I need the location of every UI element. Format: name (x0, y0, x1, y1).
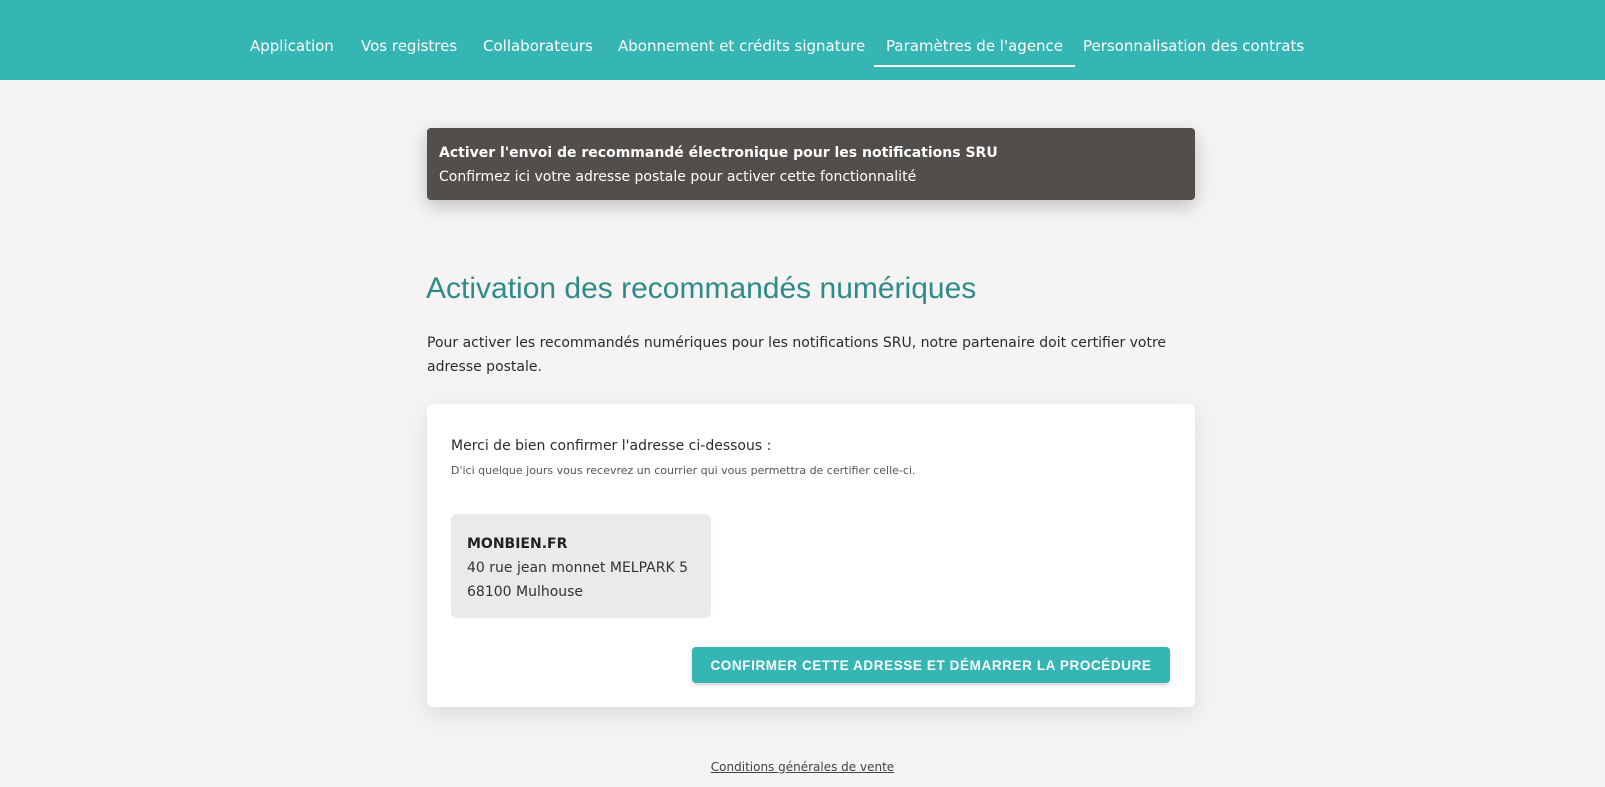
card-lead-text: Merci de bien confirmer l'adresse ci-dessous : (451, 438, 772, 454)
nav-item-vos-registres[interactable]: Vos registres (361, 37, 458, 55)
banner-title: Activer l'envoi de recommandé électronique pour les notifications SRU (439, 145, 998, 161)
cgv-link[interactable]: Conditions générales de vente (710, 760, 895, 774)
nav-item-application[interactable]: Application (250, 37, 334, 55)
intro-text: Pour activer les recommandés numériques pour les notifications SRU, notre partenaire doit certifier votre adresse postale. (427, 335, 1167, 375)
top-navigation-bar (0, 0, 1605, 80)
banner-subtitle: Confirmez ici votre adresse postale pour activer cette fonctionnalité (439, 169, 917, 185)
address-name: MONBIEN.FR (467, 536, 568, 552)
page-title: Activation des recommandés numériques (426, 272, 977, 305)
info-banner (427, 128, 1195, 200)
nav-item-personnalisation[interactable]: Personnalisation des contrats (1083, 37, 1305, 55)
address-box (451, 514, 711, 618)
nav-item-collaborateurs[interactable]: Collaborateurs (483, 37, 593, 55)
confirm-address-button[interactable]: CONFIRMER CETTE ADRESSE ET DÉMARRER LA PROCÉDURE (692, 647, 1170, 683)
nav-item-abonnement[interactable]: Abonnement et crédits signature (618, 37, 866, 55)
address-line-1: 40 rue jean monnet MELPARK 5 (467, 560, 688, 576)
address-line-2: 68100 Mulhouse (467, 584, 584, 600)
address-confirmation-card (427, 404, 1195, 707)
nav-item-parametres-agence[interactable]: Paramètres de l'agence (886, 37, 1064, 55)
card-note-text: D'ici quelque jours vous recevrez un courrier qui vous permettra de certifier celle-ci. (451, 464, 916, 477)
